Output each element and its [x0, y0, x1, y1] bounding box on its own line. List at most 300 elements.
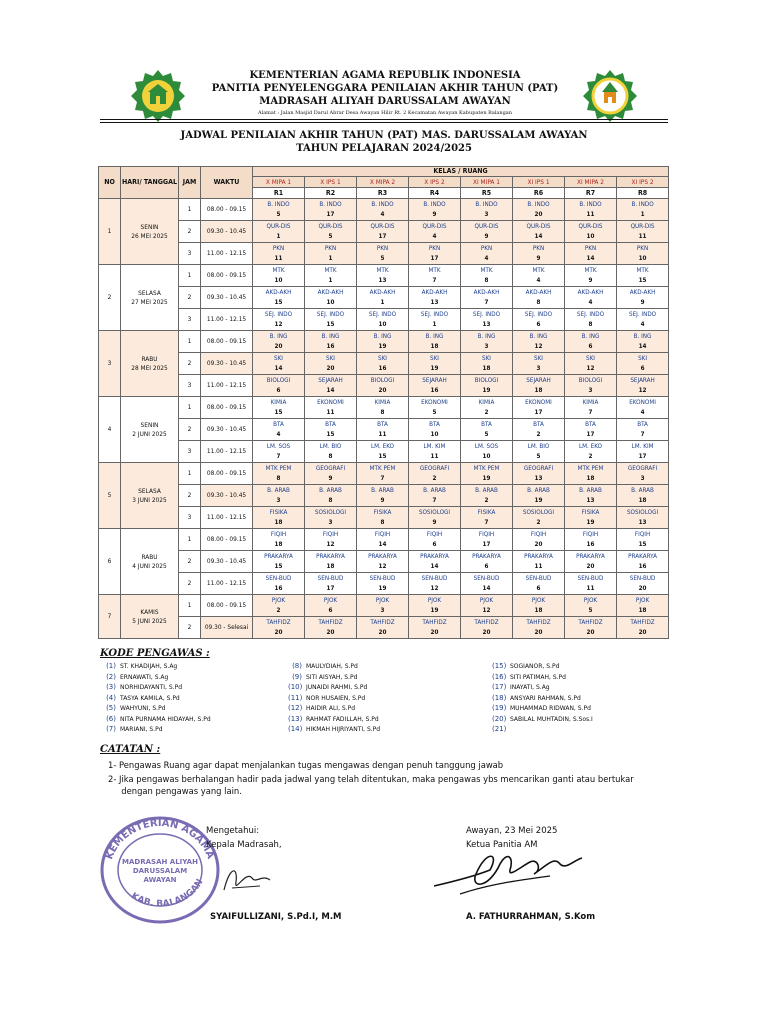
supervisor-code: 18 — [274, 540, 283, 548]
subject: FIQIH — [478, 530, 495, 538]
exam-cell — [253, 265, 305, 287]
supervisor-code: 4 — [484, 254, 489, 262]
exam-cell — [461, 595, 513, 617]
exam-cell — [461, 265, 513, 287]
supervisor-code: 2 — [276, 606, 281, 614]
exam-cell — [409, 441, 461, 463]
supervisor-code: 6 — [484, 562, 489, 570]
supervisor-code: 18 — [482, 364, 491, 372]
subject: TAHFIDZ — [370, 618, 395, 626]
supervisor-code: 8 — [484, 276, 489, 284]
exam-cell — [253, 485, 305, 507]
table-row — [99, 529, 669, 551]
subject: BTA — [273, 420, 284, 428]
day-date: 26 MEI 2025 — [131, 231, 168, 240]
exam-cell — [305, 441, 357, 463]
subject: SEN-BUD — [629, 574, 656, 582]
supervisor-code: 20 — [326, 628, 335, 636]
exam-cell — [565, 573, 617, 595]
supervisor-number: (19) — [492, 704, 507, 712]
day-number: 3 — [99, 331, 121, 397]
subject: SEJ. INDO — [472, 310, 501, 318]
subject: SEJ. INDO — [264, 310, 293, 318]
exam-cell — [305, 485, 357, 507]
subject: LM. EKO — [578, 442, 603, 450]
subject: EKONOMI — [525, 398, 552, 406]
exam-cell — [617, 617, 669, 639]
supervisor-code: 10 — [482, 452, 491, 460]
supervisor-code: 20 — [638, 628, 647, 636]
exam-cell — [617, 529, 669, 551]
supervisor-code: 6 — [432, 540, 437, 548]
subject: B. INDO — [319, 200, 342, 208]
subject: AKD-AKH — [317, 288, 344, 296]
supervisor-code: 4 — [640, 320, 645, 328]
supervisor-code: 8 — [588, 320, 593, 328]
exam-cell — [461, 375, 513, 397]
supervisor-code: 16 — [326, 342, 335, 350]
supervisor-name: MUHAMMAD RIDWAN, S.Pd — [510, 705, 591, 712]
supervisor-number: (1) — [106, 662, 116, 670]
class-header: XI IPS 1 — [513, 177, 565, 188]
supervisor-code: 20 — [534, 540, 543, 548]
exam-cell — [461, 617, 513, 639]
session-time: 08.00 - 09.15 — [201, 595, 253, 617]
supervisor-code: 18 — [638, 606, 647, 614]
col-header-day: HARI/ TANGGAL — [121, 167, 179, 199]
session-number: 2 — [179, 419, 201, 441]
subject: MTK PEM — [577, 464, 604, 472]
supervisor-code: 1 — [640, 210, 645, 218]
subject: BTA — [325, 420, 336, 428]
room-header: R4 — [409, 188, 461, 199]
catatan-item: 1- Pengawas Ruang agar dapat menjalankan tugas mengawas dengan penuh tanggung jawab — [108, 760, 504, 770]
subject: B. ARAB — [631, 486, 654, 494]
table-row — [99, 507, 669, 529]
supervisor-entry — [102, 662, 177, 670]
subject: B. INDO — [475, 200, 498, 208]
subject: FIQIH — [374, 530, 391, 538]
exam-cell — [409, 309, 461, 331]
table-row — [99, 551, 669, 573]
supervisor-code: 20 — [586, 628, 595, 636]
exam-cell — [461, 287, 513, 309]
exam-cell — [461, 551, 513, 573]
catatan-item: dengan pengawas yang lain. — [108, 786, 242, 796]
supervisor-name: ERNAWATI, S.Ag — [120, 673, 169, 681]
subject: B. INDO — [579, 200, 602, 208]
supervisor-number: (21) — [492, 725, 507, 733]
supervisor-code: 10 — [378, 320, 387, 328]
supervisor-code: 18 — [586, 474, 595, 482]
supervisor-code: 9 — [484, 232, 489, 240]
supervisor-code: 14 — [430, 562, 439, 570]
supervisor-number: (20) — [492, 714, 507, 723]
exam-cell — [409, 221, 461, 243]
supervisor-code: 18 — [326, 562, 335, 570]
subject: QUR-DIS — [474, 222, 499, 230]
subject: FIQIH — [582, 530, 599, 538]
exam-cell — [409, 353, 461, 375]
supervisor-code: 5 — [484, 430, 489, 438]
supervisor-code: 12 — [326, 540, 335, 548]
supervisor-number: (14) — [288, 725, 303, 733]
supervisor-number: (16) — [492, 672, 507, 681]
supervisor-entry — [102, 694, 180, 702]
sig-right-date: Awayan, 23 Mei 2025 — [466, 826, 558, 836]
supervisor-code: 12 — [586, 364, 595, 372]
class-header: X MIPA 1 — [253, 177, 305, 188]
supervisor-name: SITI PATIMAH, S.Pd — [510, 673, 566, 681]
schedule-table — [98, 166, 669, 639]
exam-cell — [253, 463, 305, 485]
supervisor-code: 15 — [274, 298, 283, 306]
subject: FIQIH — [634, 530, 651, 538]
col-header-jam: JAM — [179, 167, 201, 199]
subject: SEJARAH — [318, 376, 343, 384]
subject: TAHFIDZ — [474, 618, 499, 626]
day-name: SENIN — [140, 222, 159, 231]
subject: FISIKA — [581, 508, 600, 516]
subject: SEN-BUD — [577, 574, 604, 582]
supervisor-number: (6) — [106, 714, 116, 723]
supervisor-code: 17 — [378, 232, 387, 240]
day-number: 6 — [99, 529, 121, 595]
subject: PJOK — [583, 596, 598, 604]
subject: B. ING — [633, 332, 652, 340]
subject: SOSIOLOGI — [626, 508, 659, 516]
supervisor-code: 1 — [380, 298, 385, 306]
supervisor-entry — [492, 662, 559, 670]
subject: SKI — [482, 354, 491, 362]
schedule-year: TAHUN PELAJARAN 2024/2025 — [296, 143, 472, 154]
supervisor-code: 4 — [536, 276, 541, 284]
supervisor-code: 15 — [638, 276, 647, 284]
supervisor-code: 10 — [326, 298, 335, 306]
supervisor-number: (4) — [106, 693, 116, 702]
subject: PJOK — [427, 596, 442, 604]
supervisor-code: 6 — [276, 386, 281, 394]
supervisor-code: 3 — [588, 386, 593, 394]
supervisor-code: 17 — [534, 408, 543, 416]
exam-cell — [409, 375, 461, 397]
subject: B. ING — [581, 332, 600, 340]
subject: SEN-BUD — [421, 574, 448, 582]
supervisor-code: 19 — [378, 342, 387, 350]
exam-cell — [253, 507, 305, 529]
exam-cell — [461, 199, 513, 221]
supervisor-code: 14 — [274, 364, 283, 372]
exam-cell — [565, 463, 617, 485]
session-time: 09.30 - 10.45 — [201, 353, 253, 375]
subject: PKN — [584, 244, 597, 252]
supervisor-number: (18) — [492, 693, 507, 702]
supervisor-code: 1 — [328, 254, 333, 262]
subject: SEN-BUD — [317, 574, 344, 582]
subject: SEJARAH — [422, 376, 447, 384]
catatan-item: 2- Jika pengawas berhalangan hadir pada jadwal yang telah ditentukan, maka pengawas ybs mencarikan ganti atau bertukar — [108, 774, 634, 784]
subject: B. INDO — [267, 200, 290, 208]
subject: SKI — [274, 354, 283, 362]
session-number: 1 — [179, 265, 201, 287]
subject: GEOGRAFI — [523, 464, 554, 472]
subject: MTK — [272, 266, 285, 274]
exam-cell — [253, 397, 305, 419]
subject: BTA — [533, 420, 544, 428]
supervisor-name: MARIANI, S.Pd — [120, 726, 163, 733]
subject: FIQIH — [530, 530, 547, 538]
exam-cell — [565, 331, 617, 353]
subject: GEOGRAFI — [315, 464, 346, 472]
subject: EKONOMI — [317, 398, 344, 406]
subject: B. ARAB — [527, 486, 550, 494]
session-number: 3 — [179, 441, 201, 463]
supervisor-number: (17) — [492, 683, 507, 691]
supervisor-entry — [102, 673, 168, 681]
day-date: 28 MEI 2025 — [131, 363, 168, 372]
exam-cell — [617, 507, 669, 529]
supervisor-code: 9 — [536, 254, 541, 262]
day-cell — [121, 529, 179, 595]
supervisor-code: 19 — [482, 386, 491, 394]
session-number: 2 — [179, 573, 201, 595]
madrasah-logo-right — [582, 68, 638, 124]
supervisor-entry — [492, 725, 510, 733]
header-rule-thin — [100, 122, 668, 123]
session-number: 2 — [179, 617, 201, 639]
exam-cell — [357, 265, 409, 287]
subject: MTK — [480, 266, 493, 274]
session-time: 11.00 - 12.15 — [201, 243, 253, 265]
subject: TAHFIDZ — [318, 618, 343, 626]
supervisor-number: (3) — [106, 683, 116, 691]
table-row — [99, 573, 669, 595]
subject: AKD-AKH — [265, 288, 292, 296]
supervisor-code: 17 — [482, 540, 491, 548]
svg-text:MADRASAH ALIYAH: MADRASAH ALIYAH — [122, 858, 198, 866]
session-time: 08.00 - 09.15 — [201, 463, 253, 485]
subject: B. INDO — [423, 200, 446, 208]
subject: AKD-AKH — [421, 288, 448, 296]
exam-cell — [357, 287, 409, 309]
supervisor-code: 8 — [380, 408, 385, 416]
exam-cell — [617, 265, 669, 287]
subject: PJOK — [271, 596, 286, 604]
supervisor-code: 18 — [534, 606, 543, 614]
subject: KIMIA — [478, 398, 495, 406]
subject: SEJ. INDO — [316, 310, 345, 318]
subject: AKD-AKH — [473, 288, 500, 296]
supervisor-code: 16 — [378, 364, 387, 372]
exam-cell — [565, 507, 617, 529]
subject: SEJARAH — [526, 376, 551, 384]
exam-cell — [565, 551, 617, 573]
subject: SEN-BUD — [473, 574, 500, 582]
exam-cell — [253, 441, 305, 463]
subject: MTK — [584, 266, 597, 274]
subject: SOSIOLOGI — [522, 508, 555, 516]
subject: FIQIH — [270, 530, 287, 538]
table-row — [99, 309, 669, 331]
supervisor-code: 20 — [274, 628, 283, 636]
subject: EKONOMI — [629, 398, 656, 406]
supervisor-code: 8 — [276, 474, 281, 482]
day-date: 3 JUNI 2025 — [132, 495, 167, 504]
subject: PRAKARYA — [264, 552, 293, 560]
subject: SEJ. INDO — [368, 310, 397, 318]
day-number: 4 — [99, 397, 121, 463]
exam-cell — [513, 551, 565, 573]
exam-cell — [305, 243, 357, 265]
supervisor-code: 15 — [326, 320, 335, 328]
subject: AKD-AKH — [629, 288, 656, 296]
supervisor-number: (11) — [288, 693, 303, 702]
supervisor-number: (12) — [288, 704, 303, 712]
exam-cell — [513, 397, 565, 419]
supervisor-code: 5 — [536, 452, 541, 460]
room-header: R1 — [253, 188, 305, 199]
subject: FISIKA — [477, 508, 496, 516]
exam-cell — [253, 287, 305, 309]
exam-cell — [305, 375, 357, 397]
session-time: 09.30 - 10.45 — [201, 485, 253, 507]
supervisor-code: 14 — [638, 342, 647, 350]
subject: AKD-AKH — [369, 288, 396, 296]
supervisor-code: 13 — [430, 298, 439, 306]
class-header: X IPS 1 — [305, 177, 357, 188]
exam-cell — [513, 199, 565, 221]
subject: QUR-DIS — [422, 222, 447, 230]
supervisor-code: 5 — [588, 606, 593, 614]
header-address: Alamat : Jalan Masjid Darul Abrar Desa Awayan Hilir Rt. 2 Kecamatan Awayan Kabupaten Balangan — [257, 110, 513, 116]
supervisor-code: 1 — [276, 232, 281, 240]
exam-cell — [565, 529, 617, 551]
supervisor-code: 15 — [378, 452, 387, 460]
day-cell — [121, 397, 179, 463]
subject: PKN — [272, 244, 285, 252]
supervisor-code: 2 — [484, 496, 489, 504]
supervisor-code: 20 — [326, 364, 335, 372]
exam-cell — [305, 463, 357, 485]
table-row — [99, 463, 669, 485]
supervisor-code: 14 — [326, 386, 335, 394]
exam-cell — [305, 551, 357, 573]
session-number: 1 — [179, 595, 201, 617]
supervisor-name: ST. KHADIJAH, S.Ag — [120, 663, 178, 670]
supervisor-code: 3 — [484, 210, 489, 218]
day-cell — [121, 331, 179, 397]
supervisor-name: HIKMAH HIJRIYANTI, S.Pd — [306, 726, 381, 733]
day-date: 4 JUNI 2025 — [132, 561, 167, 570]
day-name: KAMIS — [140, 607, 159, 616]
exam-cell — [461, 507, 513, 529]
subject: FISIKA — [269, 508, 288, 516]
exam-cell — [357, 463, 409, 485]
subject: PRAKARYA — [368, 552, 397, 560]
subject: BTA — [377, 420, 388, 428]
session-time: 08.00 - 09.15 — [201, 397, 253, 419]
supervisor-code: 5 — [380, 254, 385, 262]
subject: B. ING — [477, 332, 496, 340]
subject: B. ARAB — [371, 486, 394, 494]
exam-cell — [409, 397, 461, 419]
exam-cell — [357, 397, 409, 419]
session-number: 3 — [179, 507, 201, 529]
signature-right — [430, 844, 586, 902]
exam-cell — [565, 441, 617, 463]
exam-cell — [513, 595, 565, 617]
supervisor-code: 17 — [326, 210, 335, 218]
signature-left — [216, 860, 276, 900]
supervisor-number: (8) — [292, 662, 302, 670]
supervisor-code: 7 — [484, 518, 489, 526]
session-number: 1 — [179, 463, 201, 485]
supervisor-code: 17 — [326, 584, 335, 592]
exam-cell — [617, 287, 669, 309]
supervisor-code: 11 — [274, 254, 283, 262]
supervisor-number: (2) — [106, 672, 116, 681]
subject: MTK — [532, 266, 545, 274]
supervisor-code: 20 — [378, 628, 387, 636]
supervisor-entry — [492, 683, 550, 691]
subject: SEN-BUD — [525, 574, 552, 582]
exam-cell — [409, 331, 461, 353]
supervisor-code: 19 — [534, 496, 543, 504]
subject: QUR-DIS — [266, 222, 291, 230]
supervisor-code: 20 — [586, 562, 595, 570]
supervisor-code: 11 — [430, 452, 439, 460]
supervisor-code: 7 — [588, 408, 593, 416]
exam-cell — [357, 221, 409, 243]
subject: BIOLOGI — [266, 376, 291, 384]
subject: TAHFIDZ — [266, 618, 291, 626]
exam-cell — [617, 595, 669, 617]
supervisor-code: 2 — [432, 474, 437, 482]
supervisor-code: 16 — [638, 562, 647, 570]
exam-cell — [409, 463, 461, 485]
class-header: X MIPA 2 — [357, 177, 409, 188]
session-number: 1 — [179, 529, 201, 551]
exam-cell — [513, 463, 565, 485]
session-time: 09.30 - 10.45 — [201, 221, 253, 243]
session-time: 09.30 - 10.45 — [201, 551, 253, 573]
supervisor-code: 6 — [588, 342, 593, 350]
exam-cell — [513, 287, 565, 309]
exam-cell — [565, 221, 617, 243]
sig-right-role: Ketua Panitia AM — [466, 840, 538, 850]
supervisor-code: 4 — [380, 210, 385, 218]
subject: SEJ. INDO — [524, 310, 553, 318]
exam-cell — [305, 595, 357, 617]
exam-cell — [357, 573, 409, 595]
supervisor-code: 9 — [588, 276, 593, 284]
table-row — [99, 419, 669, 441]
exam-cell — [305, 199, 357, 221]
exam-cell — [461, 353, 513, 375]
supervisor-code: 4 — [588, 298, 593, 306]
sig-left-name: SYAIFULLIZANI, S.Pd.I, M.M — [210, 912, 342, 922]
supervisor-code: 11 — [326, 408, 335, 416]
exam-cell — [409, 243, 461, 265]
subject: PJOK — [375, 596, 390, 604]
day-number: 5 — [99, 463, 121, 529]
table-row — [99, 441, 669, 463]
subject: B. ING — [269, 332, 288, 340]
exam-cell — [513, 507, 565, 529]
class-header: XI MIPA 2 — [565, 177, 617, 188]
supervisor-code: 16 — [274, 584, 283, 592]
exam-cell — [513, 617, 565, 639]
